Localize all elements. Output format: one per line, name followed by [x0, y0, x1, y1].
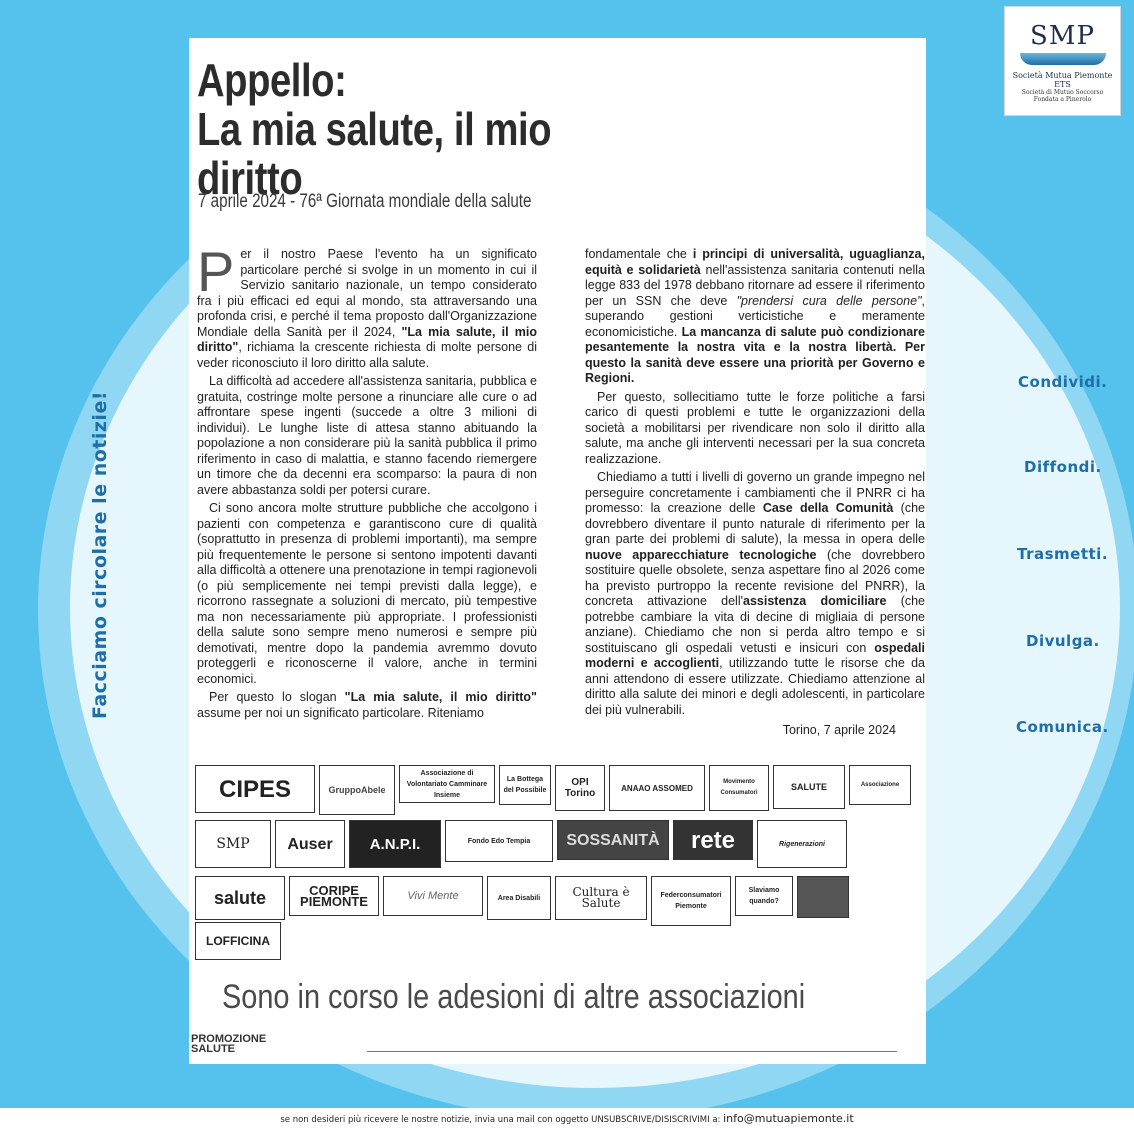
text: (che dovrebbero sostituire quelle obsolete, senza aspettare fino al 2026 come ha previsto purtroppo la recente revisione del PNRR), la concreta attivazione dell': [585, 547, 925, 608]
paragraph: [197, 690, 537, 721]
footer-divider: [367, 1051, 897, 1052]
text: , utilizzando tutte le risorse che da anni attendono di essere utilizzate. Chiediamo attenzione al diritto alla salute dei minori e degli adolescenti, in particolare dei più vulnerabili.: [585, 656, 925, 717]
org-logo-coripe: CORIPE PIEMONTE: [289, 876, 379, 916]
org-logo-salute-diritto: salute: [195, 876, 285, 920]
org-logo-edo-tempia: Fondo Edo Tempia: [445, 820, 553, 862]
org-logo-slaviamo: Slaviamo quando?: [735, 876, 793, 916]
paragraph: Ci sono ancora molte strutture pubbliche che accolgono i pazienti con competenza e garantiscono cure di qualità (soprattutto in presenza di problemi importanti), ma sempre più frequentemente le persone si sentono impotenti davanti alla difficoltà a ottenere una prenotazione in tempi ragionevoli (o più semplicemente nei tempi previsti dalla legge), e ricorrono rassegnate a soluzioni di mercato, più tempestive ma non necessariamente più appropriate. I professionisti della salute sono sempre meno numerosi e sempre più demotivati, mentre dopo la pandemia avremmo dovuto proteggerli e riconoscerne il valore, anche in termini economici.: [197, 501, 537, 686]
appeal-document: [189, 38, 926, 1064]
org-logo-movimento-consumatori: Movimento Consumatori: [709, 765, 769, 811]
action-trasmetti: Trasmetti.: [1017, 545, 1109, 563]
logo-name: Società Mutua Piemonte ETS: [1012, 71, 1113, 89]
action-divulga: Divulga.: [1026, 632, 1100, 650]
org-logo-vivimente: Vivi Mente: [383, 876, 483, 916]
text-column-left: [197, 240, 537, 724]
org-logo-opi: OPI Torino: [555, 765, 605, 811]
logo-subtitle: Fondata a Pinerolo: [1033, 96, 1092, 103]
org-logo-salute: SALUTE: [773, 765, 845, 809]
brand-line: SALUTE: [191, 1043, 235, 1055]
unsubscribe-notice: [0, 1112, 1134, 1125]
promozione-salute-brand: [191, 1034, 266, 1054]
paragraph: [197, 240, 537, 371]
org-logo-rete: rete: [673, 820, 753, 860]
org-logo-gruppo-abele: GruppoAbele: [319, 765, 395, 815]
unsubscribe-text: se non desideri più ricevere le nostre notizie, invia una mail con oggetto UNSUBSCRIVE/DISISCRIVIMI a:: [280, 1115, 721, 1125]
org-logo-cultura-salute: Cultura è Salute: [555, 876, 647, 920]
bold-text: i principi di universalità, uguaglianza, equità e solidarietà: [585, 247, 925, 277]
org-logo-sossanita: SOSSANITÀ: [557, 820, 669, 860]
action-condividi: Condividi.: [1018, 373, 1108, 391]
org-logo-federconsumatori: Federconsumatori Piemonte: [651, 876, 731, 926]
logo-row: [195, 922, 281, 960]
text: er il nostro Paese l'evento ha un significato particolare perché si svolge in un momento in cui il Servizio sanitario nazionale, un tempo considerato fra i più efficaci ed equi al mondo, sta attraversando una profonda crisi, e perché il tema proposto dall'Organizzazione Mondiale della Sanità per il 2024,: [197, 247, 537, 339]
bold-text: ospedali moderni e accoglienti: [585, 640, 925, 670]
bold-text: Case della Comunità: [762, 501, 894, 515]
vertical-slogan: Facciamo circolare le notizie!: [89, 391, 111, 719]
logo-row: [195, 820, 847, 868]
text: , richiama la crescente richiesta di molte persone di veder riconosciuto il loro diritto alla salute.: [197, 340, 537, 370]
text: (che potrebbe cambiare la vita di decine di migliaia di persone anziane). Chiediamo che non si perda altro tempo e si sostituiscano gli ospedali vetusti e insicuri con: [585, 594, 926, 655]
text: , superando gestioni verticistiche e meramente economicistiche.: [585, 293, 925, 339]
org-logo-lofficina: LOFFICINA: [195, 922, 281, 960]
text: fondamentale che: [585, 247, 687, 261]
paragraph: [585, 247, 925, 387]
org-logo-emblem: [797, 876, 849, 918]
logo-subtitle: Società di Mutuo Soccorso: [1021, 89, 1104, 96]
text: (che dovrebbero diventare il punto naturale di riferimento per la gran parte dei problemi di salute), la messa in opera delle: [585, 501, 925, 546]
logo-mark: SMP: [1030, 21, 1095, 51]
org-logo-anpi: A.N.P.I.: [349, 820, 441, 868]
org-logo-bottega: La Bottega del Possibile: [499, 765, 551, 805]
dropcap: P: [197, 240, 235, 303]
adhesions-notice: Sono in corso le adesioni di altre associazioni: [222, 978, 806, 1016]
brand-line: PROMOZIONE: [191, 1033, 267, 1045]
text: Per questo lo slogan: [209, 690, 337, 704]
paragraph: Per questo, sollecitiamo tutte le forze politiche a farsi carico di questi problemi e tutte le organizzazioni della società a mobilitarsi per rivendicare non solo il diritto alla salute, ma anche gli interventi necessari per la sua concreta realizzazione.: [585, 389, 925, 466]
bold-text: nuove apparecchiature tecnologiche: [585, 547, 817, 562]
org-logo-auser: Auser: [275, 820, 345, 868]
smp-logo[interactable]: [1004, 6, 1121, 116]
text: assume per noi un significato particolare. Riteniamo: [197, 705, 484, 720]
paragraph: [585, 470, 925, 718]
text: nell'assistenza sanitaria contenuti nella legge 833 del 1978 debbano ritornare ad essere il riferimento per un SSN che deve: [585, 262, 925, 308]
bold-text: "La mia salute, il mio diritto": [197, 324, 537, 354]
document-date: 7 aprile 2024 - 76ª Giornata mondiale della salute: [198, 191, 532, 212]
action-diffondi: Diffondi.: [1024, 458, 1102, 476]
title-line: Appello:: [197, 54, 347, 106]
bold-text: La mancanza di salute può condizionare pesantemente la nostra vita e la nostra libertà. Per questo la sanità deve essere una priorità per Governo e Regioni.: [585, 324, 925, 385]
org-logo-associazione: Associazione: [849, 765, 911, 805]
unsubscribe-email-link[interactable]: info@mutuapiemonte.it: [723, 1112, 854, 1125]
document-title: [197, 56, 645, 203]
wave-icon: [1020, 53, 1106, 65]
org-logo-camminare-insieme: Associazione di Volontariato Camminare Insieme: [399, 765, 495, 803]
bold-text: assistenza domiciliare: [743, 594, 887, 608]
org-logo-cipes: CIPES: [195, 765, 315, 813]
org-logo-smp: SMP: [195, 820, 271, 868]
bold-text: "La mia salute, il mio diritto": [344, 690, 537, 704]
text: Chiediamo a tutti i livelli di governo un grande impegno nel perseguire concretamente i cambiamenti che il PNRR ci ha promesso: la creazione delle: [585, 470, 925, 515]
paragraph: La difficoltà ad accedere all'assistenza sanitaria, pubblica e gratuita, costringe molte persone a rinunciare alle cure o ad affrontare spese ingenti (succede a oltre 3 milioni di individui). Le lunghe liste di attesa stanno abituando la popolazione a non considerare più la sanità pubblica il primo riferimento in caso di malattia, e stanno facendo riemergere un timore che da decenni era scomparso: la paura di non avere abbastanza soldi per potersi curare.: [197, 374, 537, 497]
italic-text: "prendersi cura delle persone": [736, 293, 922, 308]
sign-off: Torino, 7 aprile 2024: [782, 723, 896, 737]
org-logo-rigenerazioni: Rigenerazioni: [757, 820, 847, 868]
org-logo-anaao: ANAAO ASSOMED: [609, 765, 705, 811]
title-line: La mia salute, il mio diritto: [197, 103, 552, 204]
text-column-right: [585, 247, 925, 721]
logo-row: [195, 765, 911, 815]
org-logo-area: Area Disabili: [487, 876, 551, 920]
action-comunica: Comunica.: [1016, 718, 1109, 736]
logo-row: [195, 876, 849, 926]
